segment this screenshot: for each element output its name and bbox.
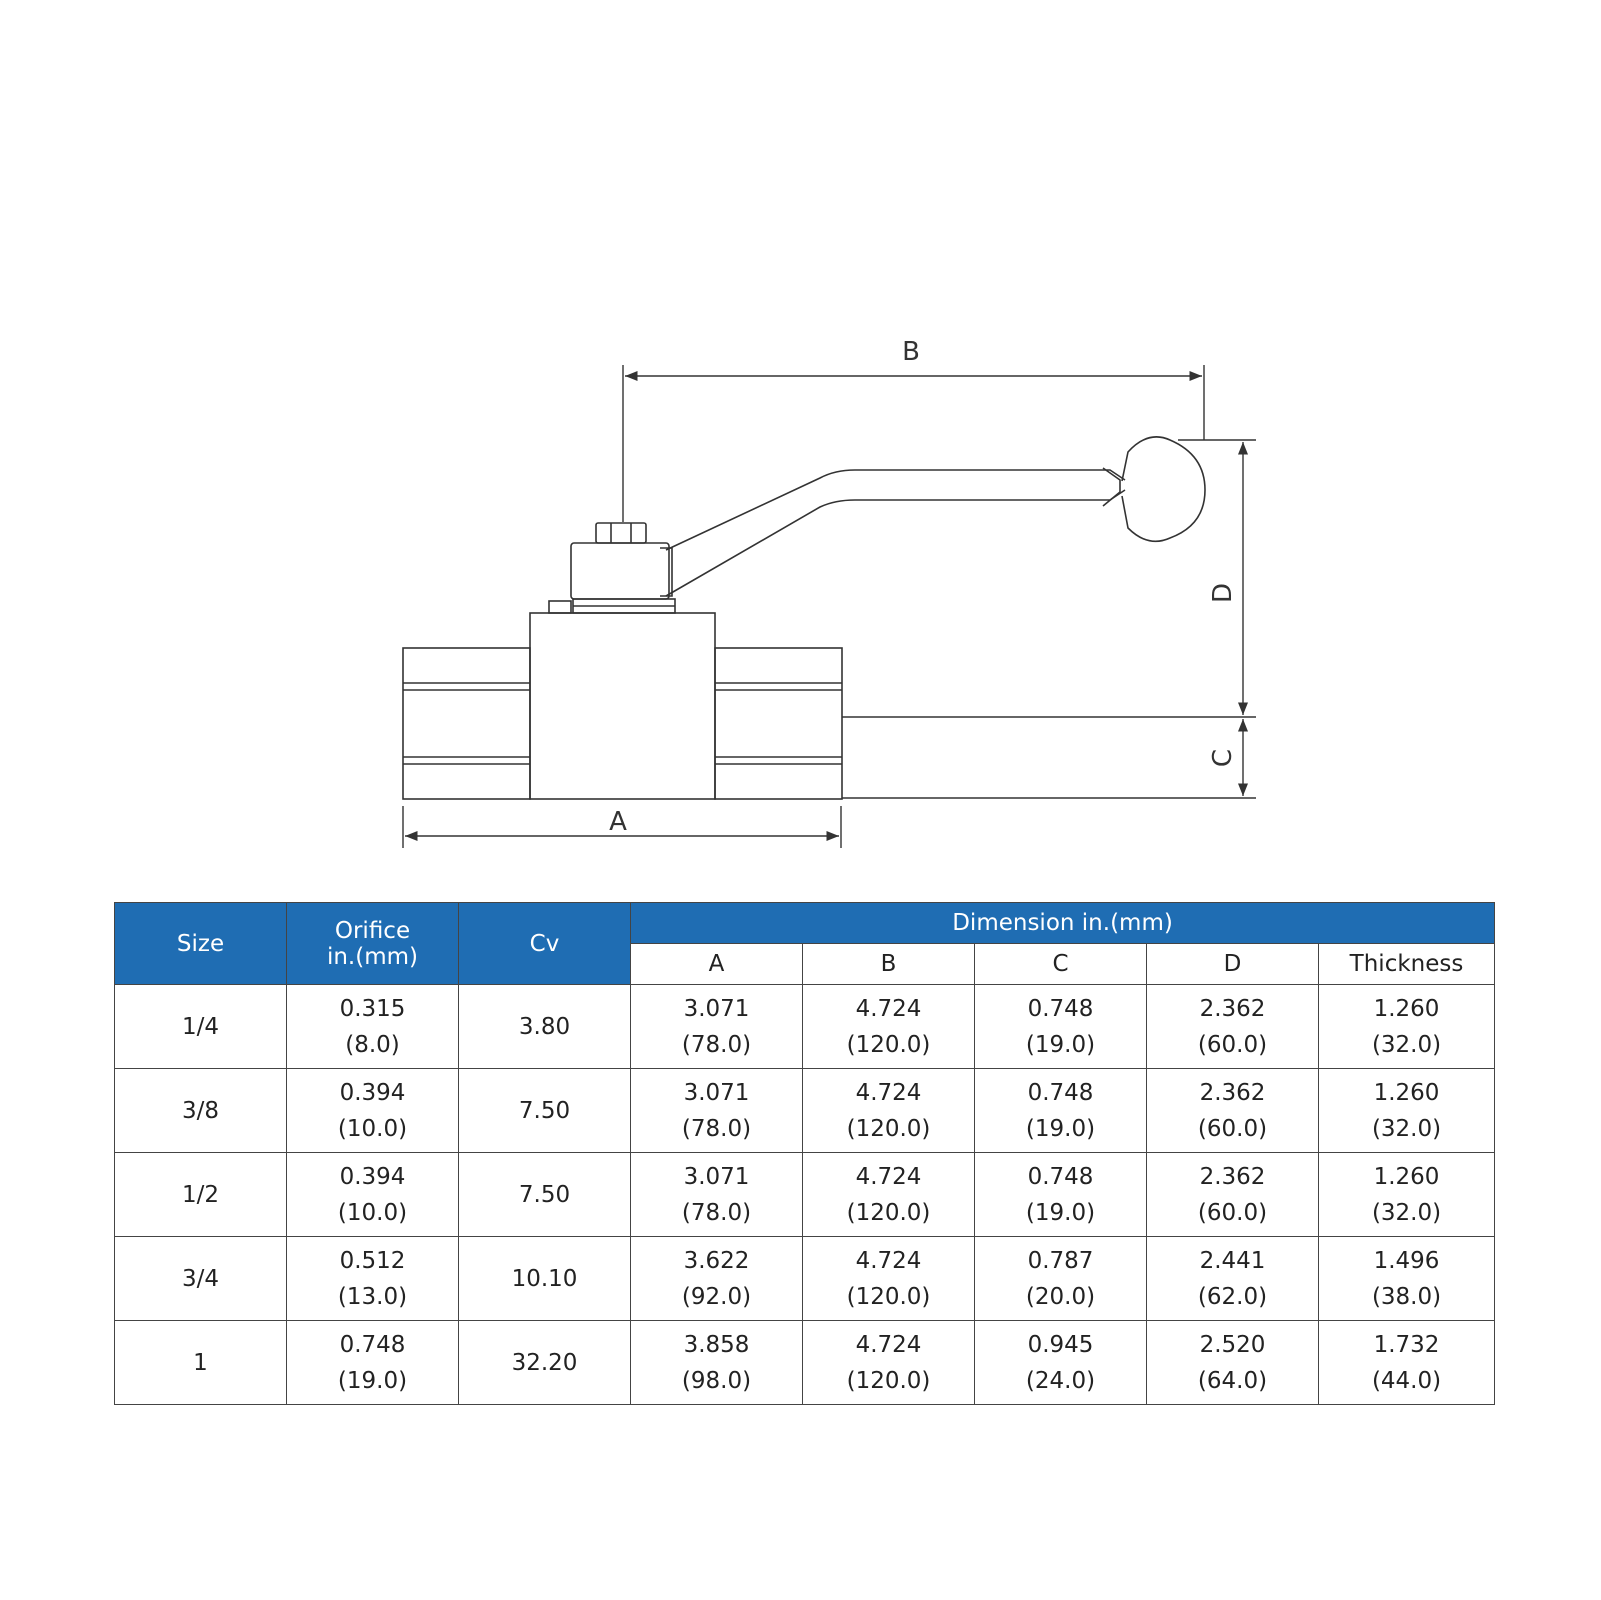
cell-dim-a-line1: 3.071 — [683, 1079, 750, 1106]
cell-dim-c — [975, 1237, 1147, 1321]
table-row — [115, 1237, 1495, 1321]
cell-dim-a-line2: (78.0) — [681, 1031, 752, 1058]
header-dim-thickness: Thickness — [1319, 944, 1495, 985]
cell-dim-thickness-line1: 1.260 — [1373, 1079, 1440, 1106]
cell-dim-d-line1: 2.362 — [1199, 995, 1266, 1022]
cell-dim-a-line2: (92.0) — [681, 1283, 752, 1310]
cell-dim-c-line1: 0.748 — [1027, 1163, 1094, 1190]
dimension-d-label: D — [1208, 582, 1238, 604]
cell-dim-thickness-line2: (44.0) — [1371, 1367, 1442, 1394]
cell-dim-thickness — [1319, 1069, 1495, 1153]
table-row — [115, 985, 1495, 1069]
cell-dim-b-line1: 4.724 — [855, 1079, 922, 1106]
cell-dim-d-line2: (60.0) — [1197, 1031, 1268, 1058]
cell-dim-d-line1: 2.362 — [1199, 1079, 1266, 1106]
cell-dim-b-line2: (120.0) — [846, 1199, 931, 1226]
cell-dim-c-line1: 0.748 — [1027, 995, 1094, 1022]
header-dim-a: A — [631, 944, 803, 985]
cell-orifice-line2: (13.0) — [337, 1283, 408, 1310]
cell-dim-b-line2: (120.0) — [846, 1367, 931, 1394]
header-dim-d: D — [1147, 944, 1319, 985]
cell-dim-d-line2: (60.0) — [1197, 1115, 1268, 1142]
cell-dim-c-line2: (24.0) — [1025, 1367, 1096, 1394]
cell-cv: 7.50 — [459, 1069, 631, 1153]
cell-orifice-line2: (19.0) — [337, 1367, 408, 1394]
cell-dim-thickness-line1: 1.732 — [1373, 1331, 1440, 1358]
cell-dim-b-line2: (120.0) — [846, 1031, 931, 1058]
cell-dim-c — [975, 985, 1147, 1069]
valve-body — [530, 613, 715, 799]
cell-dim-c — [975, 1069, 1147, 1153]
cell-dim-c — [975, 1153, 1147, 1237]
cell-orifice — [287, 1153, 459, 1237]
cell-orifice — [287, 1237, 459, 1321]
cell-dim-a — [631, 1237, 803, 1321]
cell-dim-b — [803, 1237, 975, 1321]
cell-dim-b-line1: 4.724 — [855, 1247, 922, 1274]
cell-dim-d-line2: (60.0) — [1197, 1199, 1268, 1226]
cell-dim-b — [803, 1321, 975, 1405]
cell-dim-b — [803, 1069, 975, 1153]
cell-orifice-line2: (10.0) — [337, 1199, 408, 1226]
header-orifice — [287, 903, 459, 985]
cell-dim-a — [631, 985, 803, 1069]
header-size: Size — [115, 903, 287, 985]
cell-dim-b-line1: 4.724 — [855, 995, 922, 1022]
cell-dim-a-line1: 3.622 — [683, 1247, 750, 1274]
cell-dim-a-line1: 3.071 — [683, 995, 750, 1022]
cell-dim-c-line2: (20.0) — [1025, 1283, 1096, 1310]
handle-knob — [1122, 437, 1205, 541]
cell-orifice-line1: 0.512 — [339, 1247, 406, 1274]
header-dimension: Dimension in.(mm) — [631, 903, 1495, 944]
cell-cv: 3.80 — [459, 985, 631, 1069]
cell-dim-a — [631, 1069, 803, 1153]
table-row — [115, 1321, 1495, 1405]
cell-size: 3/4 — [115, 1237, 287, 1321]
cell-dim-b-line2: (120.0) — [846, 1115, 931, 1142]
cell-dim-d-line1: 2.362 — [1199, 1163, 1266, 1190]
cell-dim-a-line1: 3.858 — [683, 1331, 750, 1358]
cell-dim-thickness-line1: 1.260 — [1373, 995, 1440, 1022]
cell-dim-d — [1147, 1321, 1319, 1405]
cell-dim-thickness — [1319, 1321, 1495, 1405]
cell-dim-b — [803, 1153, 975, 1237]
cell-orifice-line2: (8.0) — [345, 1031, 400, 1058]
cell-orifice-line1: 0.315 — [339, 995, 406, 1022]
header-cv: Cv — [459, 903, 631, 985]
cell-dim-a-line1: 3.071 — [683, 1163, 750, 1190]
header-orifice-line1: Orifice — [334, 917, 411, 944]
cell-dim-d-line2: (62.0) — [1197, 1283, 1268, 1310]
cell-orifice-line1: 0.394 — [339, 1079, 406, 1106]
cell-cv: 7.50 — [459, 1153, 631, 1237]
cell-dim-c — [975, 1321, 1147, 1405]
cell-dim-b — [803, 985, 975, 1069]
cell-size: 1 — [115, 1321, 287, 1405]
cell-dim-b-line1: 4.724 — [855, 1163, 922, 1190]
left-port — [403, 648, 530, 799]
cell-size: 1/4 — [115, 985, 287, 1069]
cell-dim-c-line2: (19.0) — [1025, 1031, 1096, 1058]
cell-dim-a-line2: (78.0) — [681, 1115, 752, 1142]
cell-orifice — [287, 1069, 459, 1153]
cell-dim-b-line2: (120.0) — [846, 1283, 931, 1310]
stem-nut — [596, 523, 646, 543]
cell-size: 3/8 — [115, 1069, 287, 1153]
dimension-a-label: A — [609, 807, 627, 837]
header-dim-b: B — [803, 944, 975, 985]
cell-orifice-line1: 0.394 — [339, 1163, 406, 1190]
cell-dim-thickness-line1: 1.496 — [1373, 1247, 1440, 1274]
cell-size: 1/2 — [115, 1153, 287, 1237]
table-row — [115, 1153, 1495, 1237]
cell-dim-d-line1: 2.520 — [1199, 1331, 1266, 1358]
cell-orifice-line1: 0.748 — [339, 1331, 406, 1358]
cell-dim-c-line2: (19.0) — [1025, 1199, 1096, 1226]
cell-dim-c-line1: 0.787 — [1027, 1247, 1094, 1274]
cell-orifice — [287, 985, 459, 1069]
dimension-lines — [403, 365, 1256, 848]
cell-dim-thickness-line2: (38.0) — [1371, 1283, 1442, 1310]
cell-orifice-line2: (10.0) — [337, 1115, 408, 1142]
cell-dim-c-line1: 0.748 — [1027, 1079, 1094, 1106]
cell-dim-thickness — [1319, 985, 1495, 1069]
header-orifice-line2: in.(mm) — [326, 943, 419, 970]
cell-dim-thickness-line2: (32.0) — [1371, 1031, 1442, 1058]
cell-dim-d — [1147, 1069, 1319, 1153]
table-row — [115, 1069, 1495, 1153]
cell-cv: 32.20 — [459, 1321, 631, 1405]
header-dim-c: C — [975, 944, 1147, 985]
dimension-b-label: B — [902, 337, 920, 367]
spec-table-body — [115, 985, 1495, 1405]
cell-dim-a — [631, 1321, 803, 1405]
stem-housing — [571, 543, 669, 599]
cell-dim-d-line1: 2.441 — [1199, 1247, 1266, 1274]
cell-dim-thickness-line2: (32.0) — [1371, 1199, 1442, 1226]
cell-dim-c-line2: (19.0) — [1025, 1115, 1096, 1142]
cell-dim-thickness — [1319, 1237, 1495, 1321]
cell-dim-d — [1147, 985, 1319, 1069]
right-port — [715, 648, 842, 799]
cell-dim-a-line2: (78.0) — [681, 1199, 752, 1226]
cell-dim-b-line1: 4.724 — [855, 1331, 922, 1358]
cell-dim-a-line2: (98.0) — [681, 1367, 752, 1394]
cell-dim-d — [1147, 1153, 1319, 1237]
dimension-c-label: C — [1208, 748, 1238, 768]
cell-dim-d-line2: (64.0) — [1197, 1367, 1268, 1394]
cell-dim-d — [1147, 1237, 1319, 1321]
valve-handle — [666, 470, 1125, 596]
cell-dim-thickness-line1: 1.260 — [1373, 1163, 1440, 1190]
cell-orifice — [287, 1321, 459, 1405]
cell-dim-c-line1: 0.945 — [1027, 1331, 1094, 1358]
spec-table — [114, 902, 1495, 1405]
cell-dim-thickness-line2: (32.0) — [1371, 1115, 1442, 1142]
cell-dim-a — [631, 1153, 803, 1237]
valve-outline — [403, 437, 1205, 799]
cell-cv: 10.10 — [459, 1237, 631, 1321]
cell-dim-thickness — [1319, 1153, 1495, 1237]
